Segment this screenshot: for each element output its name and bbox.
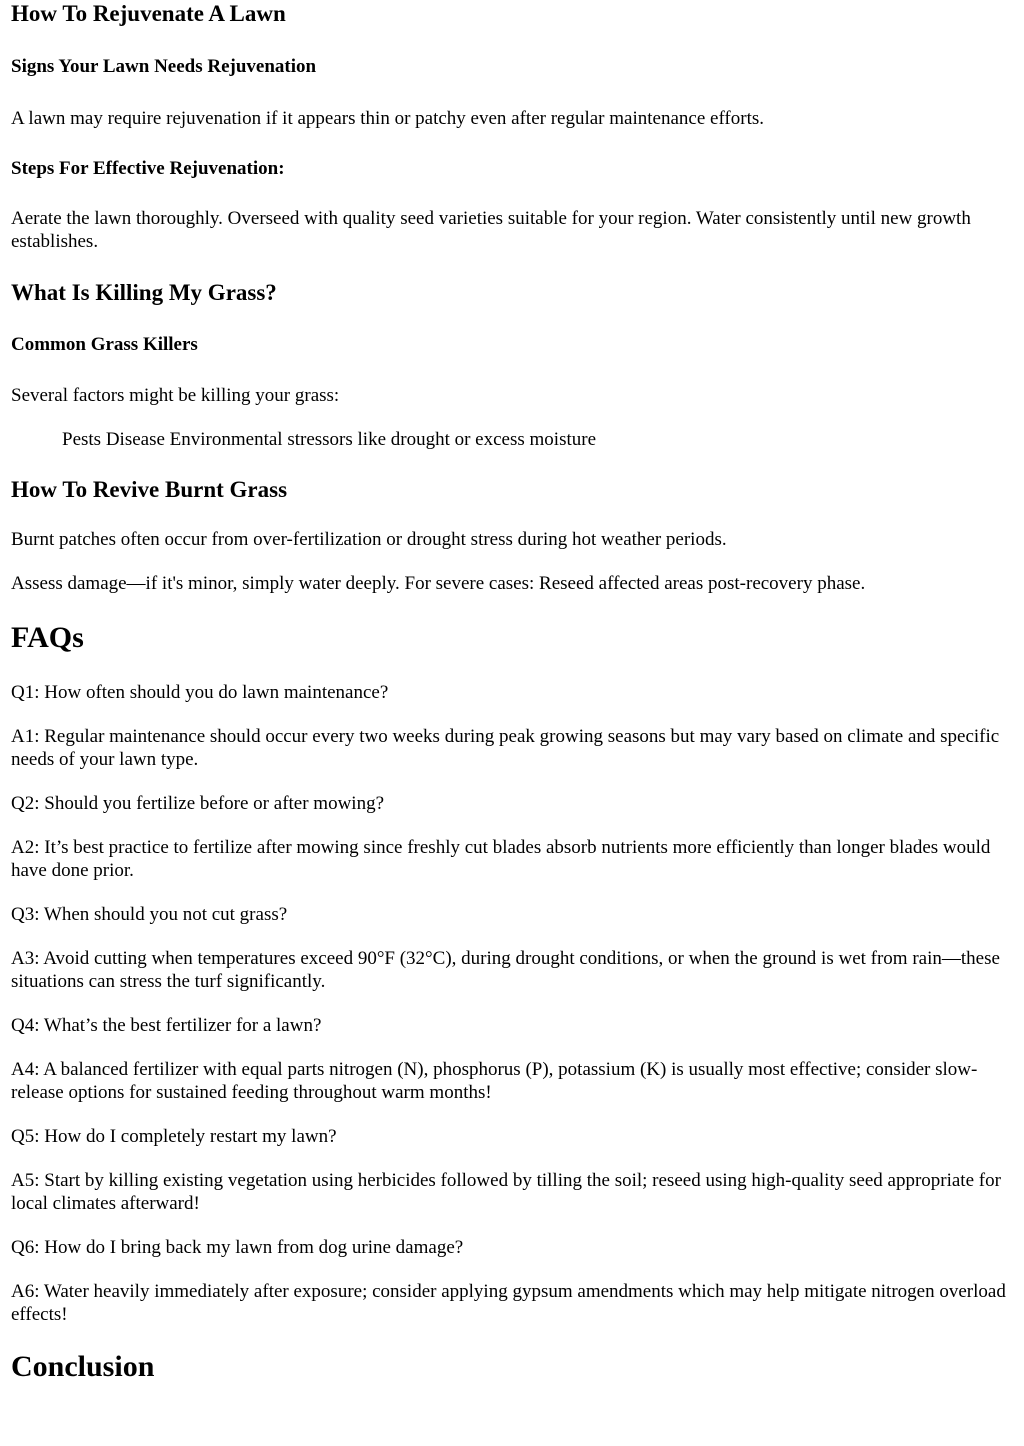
subsection-title-steps: Steps For Effective Rejuvenation: (11, 158, 285, 179)
faq-answer: A2: It’s best practice to fertilize after mowing since freshly cut blades absorb nutrients more efficiently than longer blades would have done prior. (11, 837, 991, 881)
section-title-rejuvenate: How To Rejuvenate A Lawn (11, 1, 286, 26)
faq-answer: A6: Water heavily immediately after exposure; consider applying gypsum amendments which may help mitigate nitrogen overload effects! (11, 1281, 1006, 1325)
killers-list: Pests Disease Environmental stressors like drought or excess moisture (62, 429, 597, 450)
faq-question: Q1: How often should you do lawn maintenance? (11, 682, 389, 703)
faq-question: Q6: How do I bring back my lawn from dog urine damage? (11, 1237, 464, 1258)
section-title-killing: What Is Killing My Grass? (11, 280, 277, 305)
steps-paragraph: Aerate the lawn thoroughly. Overseed with quality seed varieties suitable for your region. Water consistently until new growth establishes. (11, 208, 971, 252)
burnt-paragraph-2: Assess damage—if it's minor, simply water deeply. For severe cases: Reseed affected areas post-recovery phase. (11, 573, 866, 594)
conclusion-title: Conclusion (11, 1350, 155, 1383)
faq-answer: A4: A balanced fertilizer with equal parts nitrogen (N), phosphorus (P), potassium (K) is usually most effective; consider slow-release options for sustained feeding throughout warm months! (11, 1059, 978, 1103)
faq-question: Q4: What’s the best fertilizer for a lawn? (11, 1015, 322, 1036)
subsection-title-signs: Signs Your Lawn Needs Rejuvenation (11, 56, 317, 77)
faq-question: Q5: How do I completely restart my lawn? (11, 1126, 337, 1147)
section-title-burnt: How To Revive Burnt Grass (11, 477, 288, 502)
subsection-title-killers: Common Grass Killers (11, 334, 198, 355)
faqs-title: FAQs (11, 621, 84, 654)
burnt-paragraph-1: Burnt patches often occur from over-fertilization or drought stress during hot weather periods. (11, 529, 727, 550)
faq-answer: A1: Regular maintenance should occur every two weeks during peak growing seasons but may vary based on climate and specific needs of your lawn type. (11, 726, 1000, 770)
signs-paragraph: A lawn may require rejuvenation if it appears thin or patchy even after regular maintenance efforts. (11, 108, 765, 129)
faq-question: Q2: Should you fertilize before or after mowing? (11, 793, 385, 814)
faq-answer: A5: Start by killing existing vegetation using herbicides followed by tilling the soil; reseed using high-quality seed appropriate for local climates afterward! (11, 1170, 1001, 1214)
killers-intro: Several factors might be killing your grass: (11, 385, 340, 406)
faq-question: Q3: When should you not cut grass? (11, 904, 288, 925)
faq-answer: A3: Avoid cutting when temperatures exceed 90°F (32°C), during drought conditions, or when the ground is wet from rain—these situations can stress the turf significantly. (11, 948, 1000, 992)
